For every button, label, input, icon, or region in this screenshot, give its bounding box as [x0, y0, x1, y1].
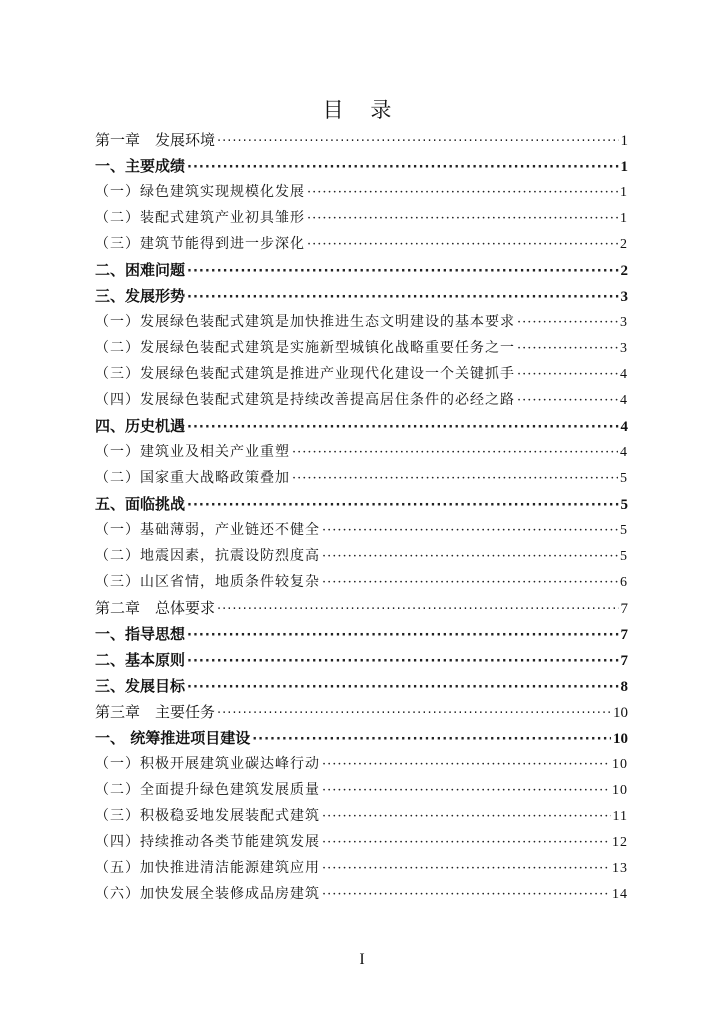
dot-leader [217, 129, 618, 155]
toc-entry-text: （四）持续推动各类节能建筑发展 [95, 834, 320, 850]
dot-leader [517, 310, 618, 336]
toc-entry-sub[interactable] [95, 465, 628, 491]
toc-entry-text: 一、指导思想 [95, 625, 186, 643]
dot-leader [322, 830, 610, 856]
toc-entry-chapter[interactable] [95, 699, 628, 725]
toc-entry-page: 8 [620, 679, 628, 695]
dot-leader [187, 415, 618, 441]
toc-entry-sub[interactable] [95, 855, 628, 881]
dot-leader [217, 597, 618, 623]
toc-entry-section[interactable] [95, 491, 628, 517]
toc-entry-sub[interactable] [95, 751, 628, 777]
toc-entry-section[interactable] [95, 413, 628, 439]
toc-entry-sub[interactable] [95, 205, 628, 231]
toc-entry-text: （二）装配式建筑产业初具雏形 [95, 210, 305, 226]
toc-entry-sub[interactable] [95, 881, 628, 907]
toc-entry-sub[interactable] [95, 361, 628, 387]
toc-entry-text: 一、主要成绩 [95, 157, 186, 175]
toc-entry-sub[interactable] [95, 543, 628, 569]
toc-entry-text: 二、基本原则 [95, 651, 186, 669]
toc-entry-text: （三）建筑节能得到进一步深化 [95, 236, 305, 252]
toc-entry-text: 第三章 主要任务 [95, 703, 216, 721]
toc-entry-page: 1 [620, 185, 628, 200]
toc-list [95, 127, 628, 907]
toc-entry-section[interactable] [95, 621, 628, 647]
toc-entry-page: 1 [620, 159, 628, 175]
toc-entry-section[interactable] [95, 283, 628, 309]
toc-entry-sub[interactable] [95, 803, 628, 829]
toc-entry-sub[interactable] [95, 179, 628, 205]
toc-entry-page: 4 [620, 393, 628, 408]
toc-entry-text: （二）发展绿色装配式建筑是实施新型城镇化战略重要任务之一 [95, 340, 515, 356]
toc-entry-page: 13 [612, 861, 628, 876]
toc-entry-text: （二）地震因素，抗震设防烈度高 [95, 548, 320, 564]
toc-entry-page: 10 [613, 705, 628, 721]
dot-leader [187, 259, 618, 285]
dot-leader [322, 570, 618, 596]
dot-leader [322, 856, 610, 882]
toc-entry-text: 第一章 发展环境 [95, 131, 216, 149]
dot-leader [322, 804, 611, 830]
toc-entry-page: 7 [620, 601, 628, 617]
toc-entry-chapter[interactable] [95, 595, 628, 621]
toc-entry-page: 6 [620, 575, 628, 590]
toc-entry-text: 第二章 总体要求 [95, 599, 216, 617]
toc-entry-page: 7 [620, 627, 628, 643]
dot-leader [322, 752, 610, 778]
toc-entry-text: 一、 统筹推进项目建设 [95, 729, 251, 747]
toc-entry-page: 2 [620, 263, 628, 279]
dot-leader [307, 180, 618, 206]
dot-leader [322, 518, 618, 544]
dot-leader [187, 649, 618, 675]
dot-leader [187, 155, 618, 181]
toc-entry-page: 7 [620, 653, 628, 669]
toc-entry-sub[interactable] [95, 231, 628, 257]
toc-entry-section[interactable] [95, 673, 628, 699]
toc-entry-page: 10 [612, 757, 628, 772]
dot-leader [187, 675, 618, 701]
toc-entry-text: （二）全面提升绿色建筑发展质量 [95, 782, 320, 798]
toc-entry-page: 14 [612, 887, 628, 902]
toc-entry-text: 三、发展形势 [95, 287, 186, 305]
toc-entry-page: 3 [620, 289, 628, 305]
toc-entry-chapter[interactable] [95, 127, 628, 153]
dot-leader [517, 388, 618, 414]
toc-entry-sub[interactable] [95, 777, 628, 803]
toc-entry-sub[interactable] [95, 517, 628, 543]
dot-leader [307, 232, 618, 258]
toc-entry-text: （三）山区省情，地质条件较复杂 [95, 574, 320, 590]
toc-entry-section[interactable] [95, 153, 628, 179]
toc-title: 目 录 [322, 98, 402, 122]
toc-entry-page: 12 [612, 835, 628, 850]
dot-leader [307, 206, 618, 232]
toc-entry-page: 2 [620, 237, 628, 252]
toc-entry-page: 5 [620, 471, 628, 486]
toc-entry-page: 3 [620, 315, 628, 330]
dot-leader [322, 882, 610, 908]
toc-entry-page: 3 [620, 341, 628, 356]
toc-entry-sub[interactable] [95, 335, 628, 361]
toc-entry-page: 5 [620, 497, 628, 513]
toc-entry-section[interactable] [95, 647, 628, 673]
toc-entry-text: 三、发展目标 [95, 677, 186, 695]
toc-entry-text: （四）发展绿色装配式建筑是持续改善提高居住条件的必经之路 [95, 392, 515, 408]
dot-leader [517, 362, 618, 388]
toc-entry-sub[interactable] [95, 569, 628, 595]
toc-entry-text: 二、困难问题 [95, 261, 186, 279]
toc-entry-text: （一）绿色建筑实现规模化发展 [95, 184, 305, 200]
toc-entry-page: 5 [620, 549, 628, 564]
toc-entry-text: （一）基础薄弱，产业链还不健全 [95, 522, 320, 538]
toc-entry-page: 5 [620, 523, 628, 538]
toc-entry-page: 10 [612, 783, 628, 798]
toc-entry-page: 11 [612, 809, 628, 824]
dot-leader [252, 727, 611, 753]
dot-leader [322, 544, 618, 570]
toc-entry-text: 五、面临挑战 [95, 495, 186, 513]
dot-leader [292, 466, 618, 492]
toc-entry-text: （一）建筑业及相关产业重塑 [95, 444, 290, 460]
dot-leader [217, 701, 611, 727]
toc-entry-page: 10 [613, 731, 628, 747]
dot-leader [187, 623, 618, 649]
toc-entry-page: 4 [620, 445, 628, 460]
dot-leader [292, 440, 618, 466]
dot-leader [322, 778, 610, 804]
toc-entry-text: （三）积极稳妥地发展装配式建筑 [95, 808, 320, 824]
toc-entry-sub[interactable] [95, 829, 628, 855]
toc-entry-text: （二）国家重大战略政策叠加 [95, 470, 290, 486]
toc-entry-page: 4 [620, 367, 628, 382]
dot-leader [187, 493, 618, 519]
toc-entry-text: （一）积极开展建筑业碳达峰行动 [95, 756, 320, 772]
toc-entry-text: （三）发展绿色装配式建筑是推进产业现代化建设一个关键抓手 [95, 366, 515, 382]
toc-entry-section[interactable] [95, 257, 628, 283]
dot-leader [187, 285, 618, 311]
toc-entry-sub[interactable] [95, 309, 628, 335]
toc-entry-text: （六）加快发展全装修成品房建筑 [95, 886, 320, 902]
dot-leader [517, 336, 618, 362]
toc-entry-text: 四、历史机遇 [95, 417, 186, 435]
toc-entry-sub[interactable] [95, 387, 628, 413]
toc-entry-page: 4 [620, 419, 628, 435]
toc-entry-text: （五）加快推进清洁能源建筑应用 [95, 860, 320, 876]
toc-entry-text: （一）发展绿色装配式建筑是加快推进生态文明建设的基本要求 [95, 314, 515, 330]
toc-entry-page: 1 [620, 133, 628, 149]
toc-entry-section[interactable] [95, 725, 628, 751]
toc-entry-page: 1 [620, 211, 628, 226]
toc-entry-sub[interactable] [95, 439, 628, 465]
page-number: I [359, 951, 365, 968]
